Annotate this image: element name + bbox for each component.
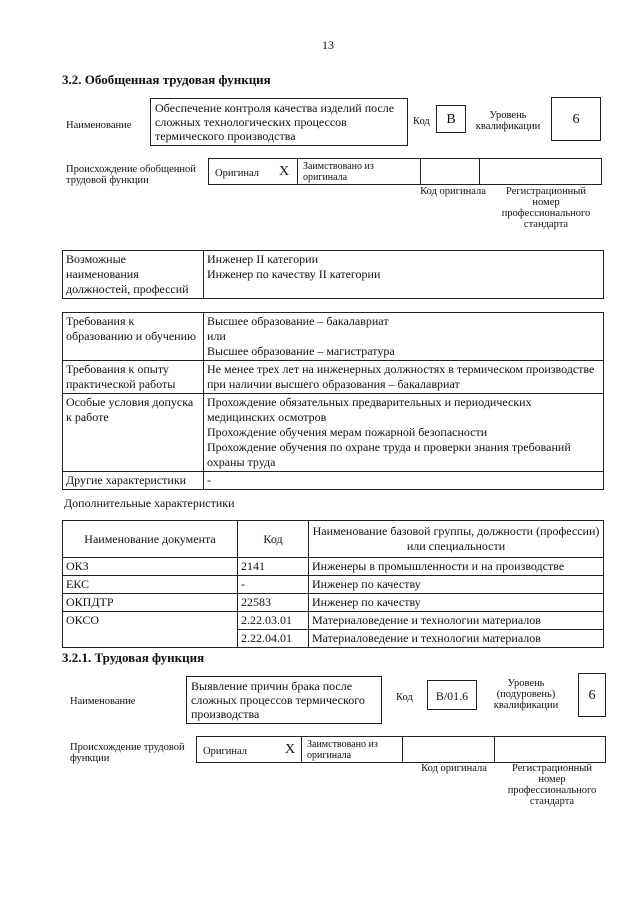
row-code: 22583	[238, 594, 309, 612]
origin-label: Происхождение обобщенной трудовой функции	[66, 164, 196, 186]
additional-table	[62, 520, 604, 648]
special-conditions-value: Прохождение обязательных предварительных и периодических медицинских осмотров Прохождение обучения мерам пожарной безопасности Прохождение обучения по охране труда и проверки знания требований охраны труда	[204, 394, 604, 472]
section-heading: 3.2. Обобщенная трудовая функция	[62, 72, 271, 87]
experience-label: Требования к опыту практической работы	[63, 361, 204, 394]
original-label-2: Оригинал	[203, 746, 247, 757]
borrowed-label-2: Заимствовано из оригинала	[307, 739, 378, 761]
row-group: Инженер по качеству	[309, 576, 604, 594]
row-code: 2.22.04.01	[238, 630, 309, 648]
row-document: ОКПДТР	[63, 594, 238, 612]
function-name-box-2	[186, 676, 382, 724]
table-row	[63, 612, 604, 630]
positions-label: Возможные наименования должностей, профессий	[63, 251, 204, 299]
borrowed-label: Заимствовано из оригинала	[303, 161, 374, 183]
additional-title: Дополнительные характеристики	[64, 496, 235, 510]
function-name: Обеспечение контроля качества изделий после сложных технологических процессов термического производства	[155, 101, 395, 143]
original-mark-2: X	[285, 742, 296, 757]
row-document: ОКЗ	[63, 558, 238, 576]
function-name-2: Выявление причин брака после сложных процессов термического производства	[191, 679, 365, 721]
orig-code-label-2: Код оригинала	[421, 763, 487, 774]
level-label-2: Уровень (подуровень) квалификации	[493, 678, 559, 711]
code-value-2: B/01.6	[427, 680, 477, 710]
code-label-2: Код	[396, 692, 413, 703]
row-code: -	[238, 576, 309, 594]
header-document: Наименование документа	[63, 521, 238, 558]
origin-table-2	[196, 736, 606, 763]
code-label: Код	[413, 116, 430, 127]
row-document: ЕКС	[63, 576, 238, 594]
row-group: Инженер по качеству	[309, 594, 604, 612]
row-group: Материаловедение и технологии материалов	[309, 630, 604, 648]
positions-table	[62, 250, 604, 299]
page-number: 13	[322, 38, 334, 52]
requirements-table	[62, 312, 604, 490]
other-value: -	[204, 472, 604, 490]
table-row	[63, 576, 604, 594]
education-label: Требования к образованию и обучению	[63, 313, 204, 361]
special-conditions-label: Особые условия допуска к работе	[63, 394, 204, 472]
level-value-2: 6	[578, 673, 606, 717]
original-mark: X	[279, 164, 290, 179]
code-value: В	[436, 105, 466, 133]
table-row	[63, 594, 604, 612]
header-group: Наименование базовой группы, должности (профессии) или специальности	[309, 521, 604, 558]
function-name-box	[150, 98, 408, 146]
row-group: Материаловедение и технологии материалов	[309, 612, 604, 630]
row-document: ОКСО	[63, 612, 238, 648]
orig-code-label: Код оригинала	[420, 186, 486, 197]
reg-number-label: Регистрационный номер профессионального стандарта	[501, 186, 591, 230]
row-group: Инженеры в промышленности и на производстве	[309, 558, 604, 576]
name-label: Наименование	[66, 120, 132, 131]
experience-value: Не менее трех лет на инженерных должностях в термическом производстве при наличии высшего образования – бакалавриат	[204, 361, 604, 394]
row-code: 2141	[238, 558, 309, 576]
header-code: Код	[238, 521, 309, 558]
name-label-2: Наименование	[70, 696, 136, 707]
positions-value: Инженер II категории Инженер по качеству II категории	[204, 251, 604, 299]
level-value: 6	[551, 97, 601, 141]
table-row	[63, 558, 604, 576]
reg-number-label-2: Регистрационный номер профессионального стандарта	[507, 763, 597, 807]
origin-label-2: Происхождение трудовой функции	[70, 742, 185, 764]
original-label: Оригинал	[215, 168, 259, 179]
origin-table	[208, 158, 602, 185]
other-label: Другие характеристики	[63, 472, 204, 490]
level-label: Уровень квалификации	[475, 110, 541, 132]
subsection-heading: 3.2.1. Трудовая функция	[62, 650, 205, 665]
education-value: Высшее образование – бакалавриат или Высшее образование – магистратура	[204, 313, 604, 361]
row-code: 2.22.03.01	[238, 612, 309, 630]
